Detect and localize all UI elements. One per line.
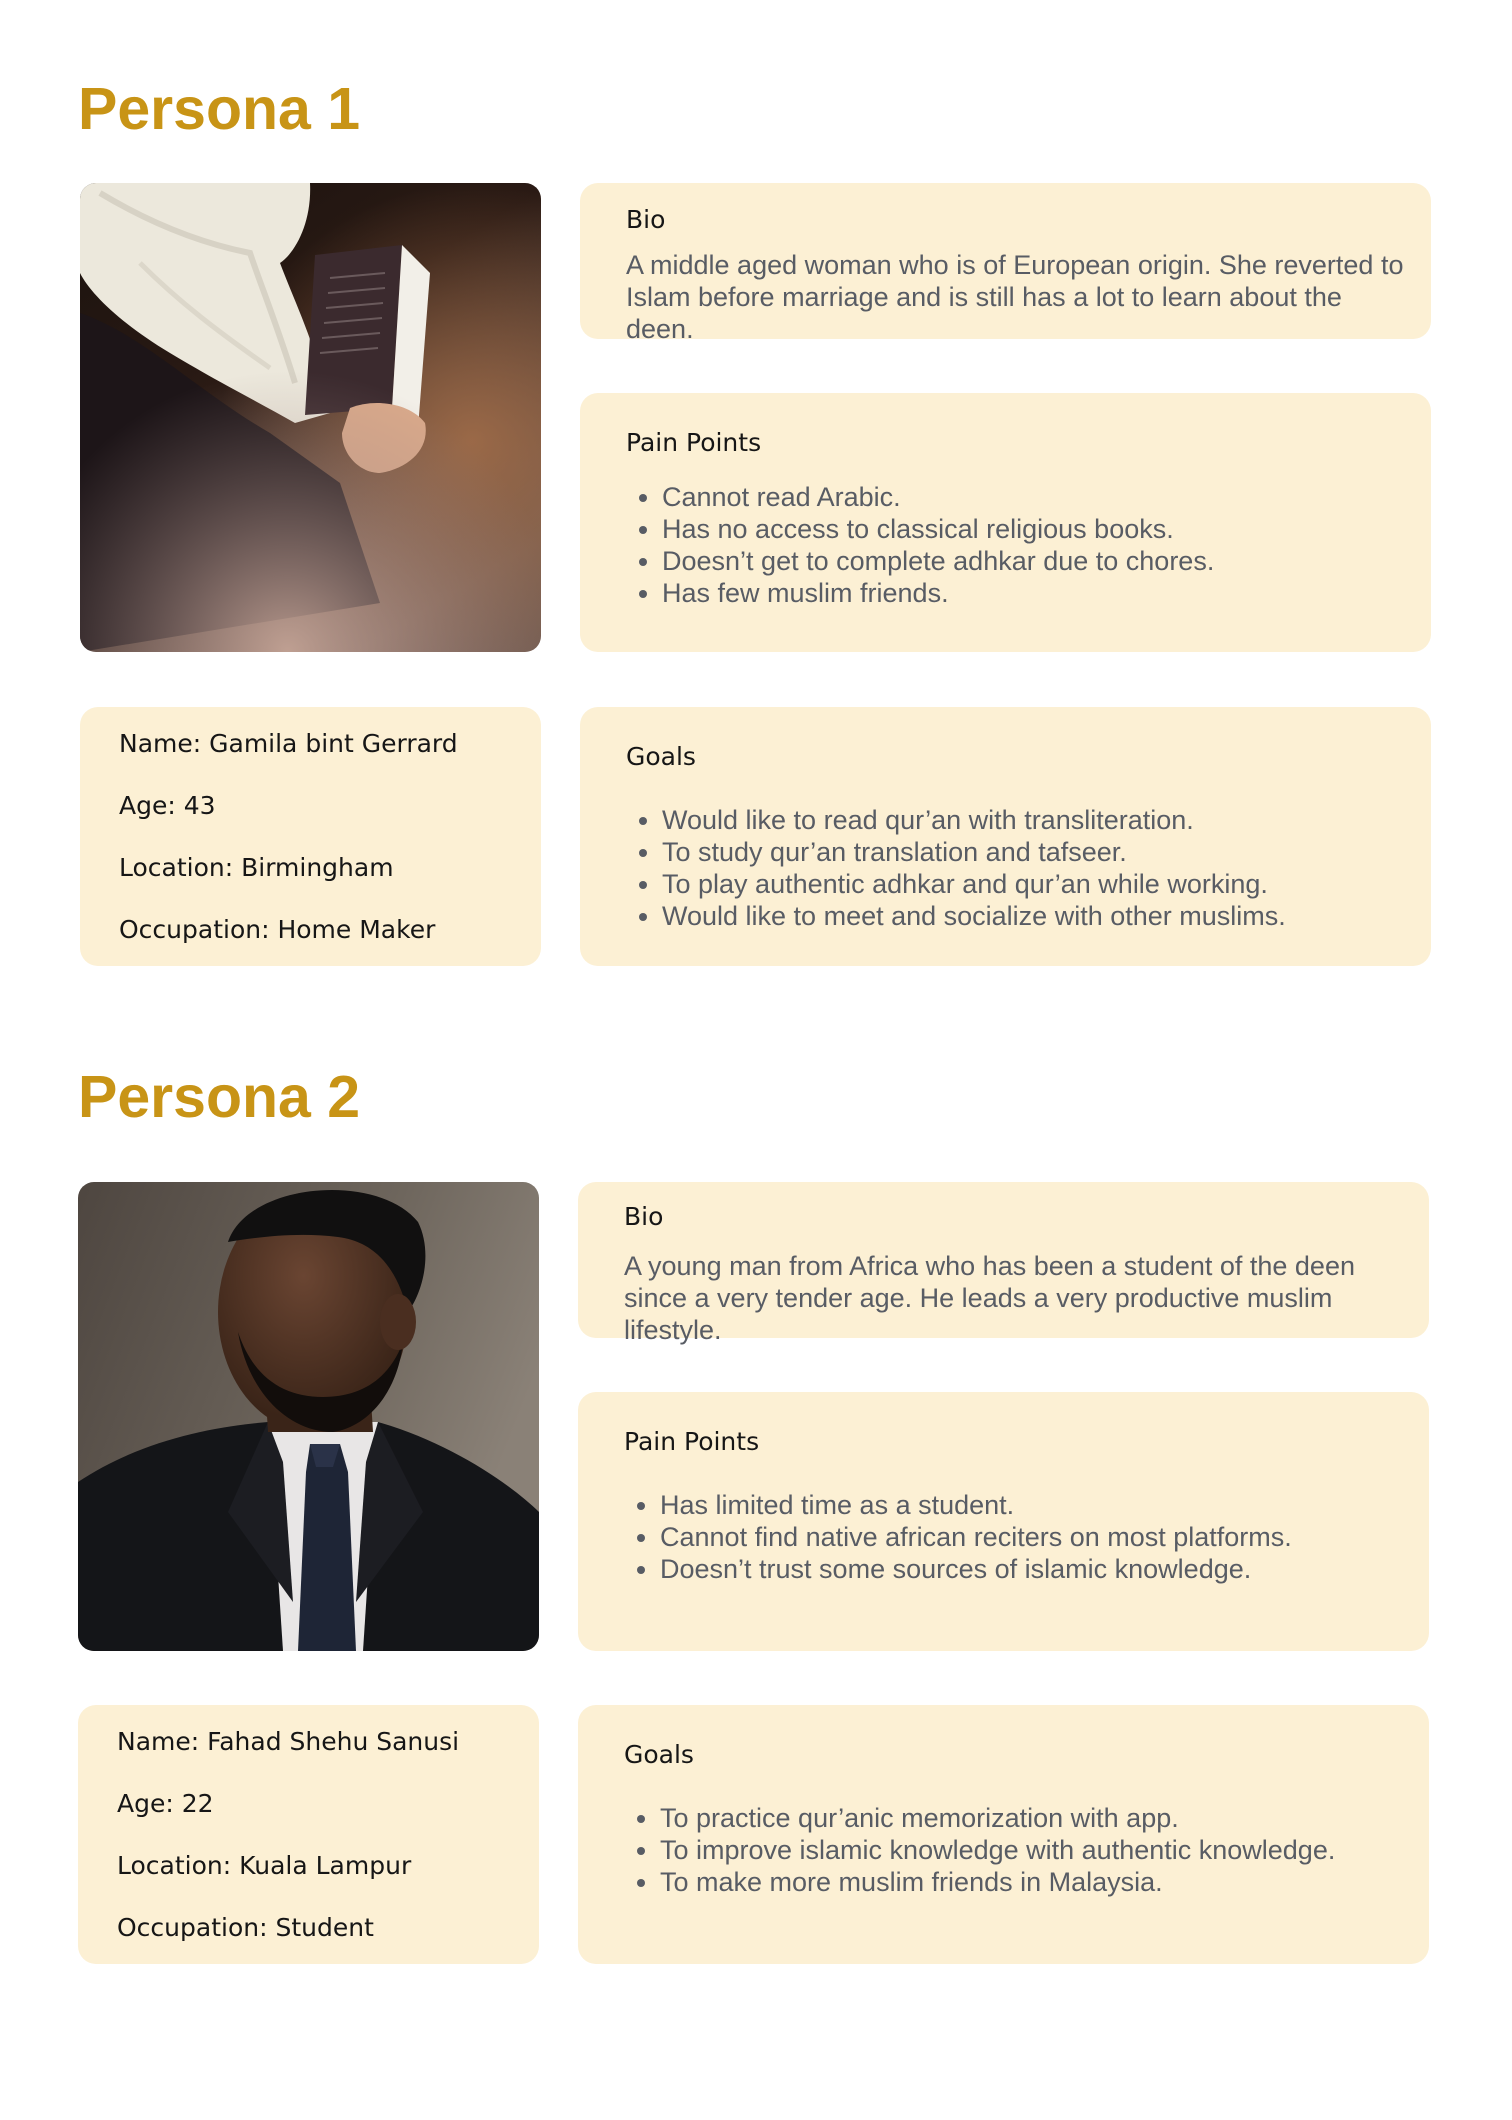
bio-text: A middle aged woman who is of European origin. She reverted to Islam before marriage and is still has a lot to learn about the deen. [626, 250, 1404, 344]
location-label: Location: Kuala Lampur [117, 1851, 412, 1880]
age-label: Age: 22 [117, 1789, 214, 1818]
persona-2-bio-card [578, 1182, 1429, 1345]
persona-1-bio-card [580, 183, 1431, 344]
pain-points-list [626, 481, 1214, 609]
persona-2-photo [78, 1182, 539, 1651]
goals-heading: Goals [624, 1740, 694, 1769]
list-item: • Has few muslim friends. [662, 577, 1214, 609]
persona-1-info-card [80, 707, 541, 966]
goals-heading: Goals [626, 742, 696, 771]
list-item: • Doesn’t trust some sources of islamic knowledge. [660, 1553, 1292, 1585]
location-label: Location: Birmingham [119, 853, 394, 882]
name-label: Name: Gamila bint Gerrard [119, 729, 458, 758]
occupation-label: Occupation: Home Maker [119, 915, 436, 944]
goals-list [624, 1802, 1335, 1898]
man-in-suit-photo [78, 1182, 539, 1651]
list-item: • Has limited time as a student. [660, 1489, 1292, 1521]
list-item: • Doesn’t get to complete adhkar due to chores. [662, 545, 1214, 577]
list-item: • Would like to meet and socialize with other muslims. [662, 900, 1286, 932]
list-item: • Cannot read Arabic. [662, 481, 1214, 513]
woman-reading-book-photo [80, 183, 541, 652]
list-item: • To study qur’an translation and tafseer. [662, 836, 1286, 868]
list-item: • Would like to read qur’an with transliteration. [662, 804, 1286, 836]
pain-points-heading: Pain Points [626, 428, 762, 457]
persona-2-title: Persona 2 [78, 1064, 361, 1130]
persona-2-goals-card [578, 1705, 1429, 1964]
bio-text: A young man from Africa who has been a student of the deen since a very tender age. He leads a very productive muslim lifestyle. [624, 1251, 1355, 1345]
persona-1-pain-points-card [580, 393, 1431, 652]
name-label: Name: Fahad Shehu Sanusi [117, 1727, 460, 1756]
list-item: • To make more muslim friends in Malaysia. [660, 1866, 1335, 1898]
pain-points-list [624, 1489, 1292, 1585]
persona-1-goals-card [580, 707, 1431, 966]
age-label: Age: 43 [119, 791, 216, 820]
persona-1-photo [80, 183, 541, 652]
goals-list [626, 804, 1286, 932]
list-item: • To play authentic adhkar and qur’an while working. [662, 868, 1286, 900]
list-item: • Has no access to classical religious books. [662, 513, 1214, 545]
list-item: • To practice qur’anic memorization with app. [660, 1802, 1335, 1834]
list-item: • To improve islamic knowledge with authentic knowledge. [660, 1834, 1335, 1866]
bio-heading: Bio [626, 205, 666, 234]
bio-heading: Bio [624, 1202, 664, 1231]
persona-2-info-card [78, 1705, 539, 1964]
persona-2-pain-points-card [578, 1392, 1429, 1651]
occupation-label: Occupation: Student [117, 1913, 374, 1942]
persona-1-title: Persona 1 [78, 76, 361, 142]
list-item: • Cannot find native african reciters on most platforms. [660, 1521, 1292, 1553]
pain-points-heading: Pain Points [624, 1427, 760, 1456]
